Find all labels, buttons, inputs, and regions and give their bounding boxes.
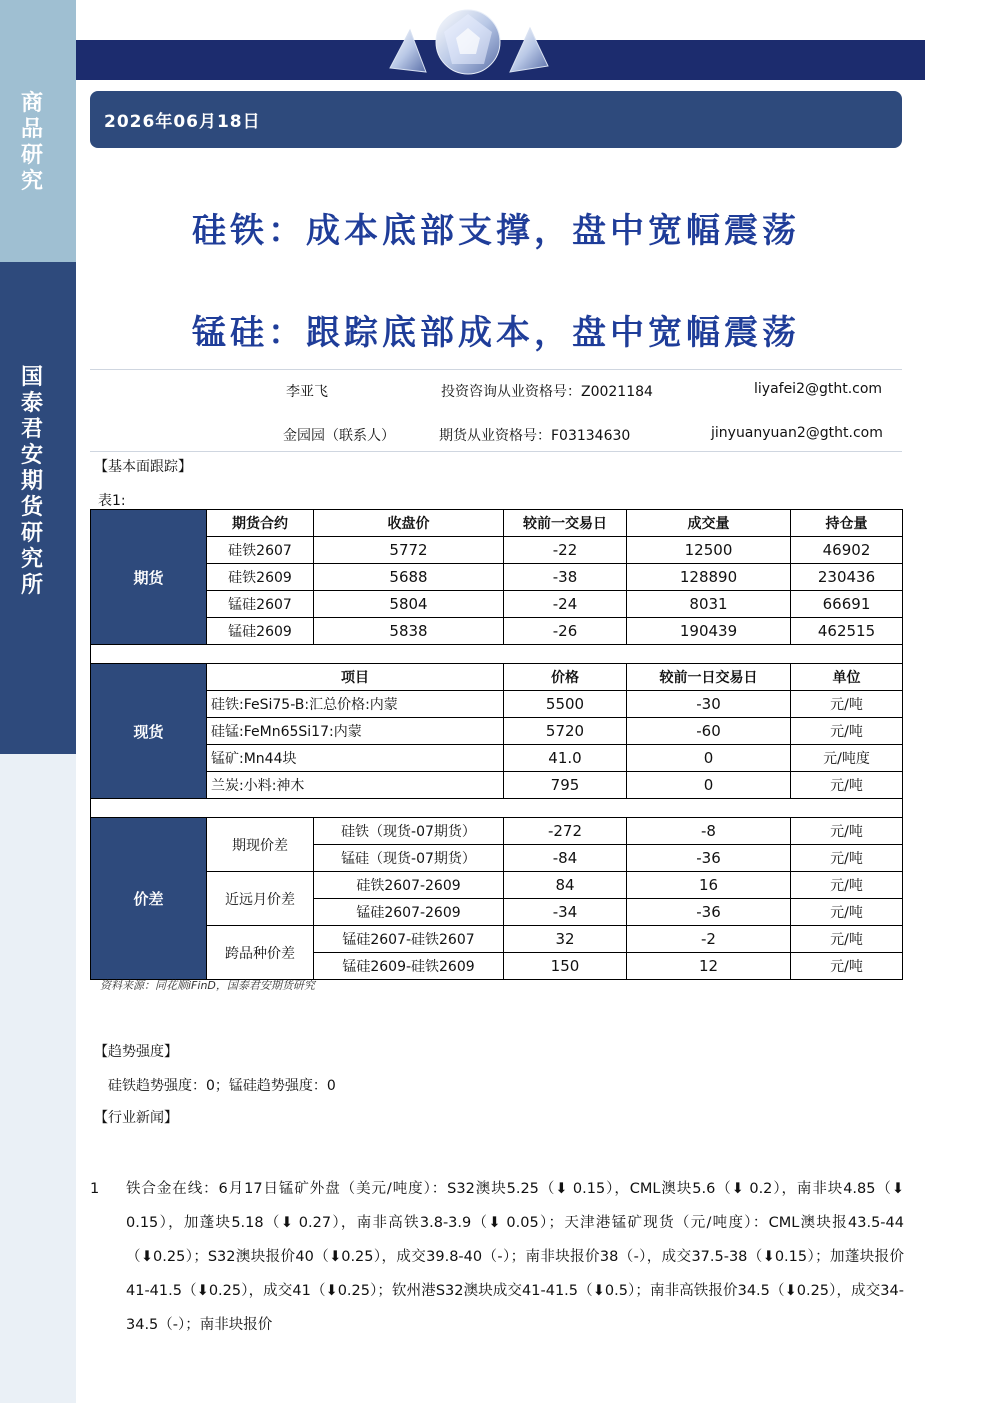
category-spot: 现货 <box>91 664 207 799</box>
table-cell: 462515 <box>791 618 903 645</box>
table-cell: -36 <box>627 845 791 872</box>
table-cell: 硅铁2607-2609 <box>314 872 504 899</box>
table-row <box>91 664 903 691</box>
table-row <box>91 772 903 799</box>
title-ferrosilicon: 硅铁：成本底部支撑，盘中宽幅震荡 <box>192 211 800 251</box>
table-cell: 0 <box>627 745 791 772</box>
table-cell: -22 <box>504 537 627 564</box>
table-spacer <box>91 645 903 664</box>
table-cell: 0 <box>627 772 791 799</box>
date-banner <box>90 91 902 148</box>
table-cell: 锰硅2607-2609 <box>314 899 504 926</box>
table-header: 较前一日交易日 <box>627 664 791 691</box>
table-cell: 元/吨 <box>791 926 903 953</box>
table-header: 单位 <box>791 664 903 691</box>
table-cell: -38 <box>504 564 627 591</box>
table-row <box>91 537 903 564</box>
table-cell: 795 <box>504 772 627 799</box>
table-cell: -2 <box>627 926 791 953</box>
table-cell: 5720 <box>504 718 627 745</box>
table-cell: 锰矿:Mn44块 <box>207 745 504 772</box>
news-number: 1 <box>90 1181 100 1197</box>
table-header: 价格 <box>504 664 627 691</box>
section-trend: 【趋势强度】 <box>94 1044 178 1060</box>
table-cell: 66691 <box>791 591 903 618</box>
table-cell: -84 <box>504 845 627 872</box>
table-header: 持仓量 <box>791 510 903 537</box>
news-item: 铁合金在线：6月17日锰矿外盘（美元/吨度）：S32澳块5.25（⬇ 0.15），CML澳块5.6（⬇ 0.2），南非块4.85（⬇ 0.15），加蓬块5.18（⬇ 0.27），南非高铁3.8-3.9（⬇ 0.05）；天津港锰矿现货（元/吨度）：CML澳块报43.5-44（⬇0.25）；S32澳块报价40（⬇0.25），成交39.8-40（-）；南非块报价38（-），成交37.5-38（⬇0.15）；加蓬块报价41-41.5（⬇0.25），成交41（⬇0.25）；钦州港S32澳块成交41-41.5（⬇0.5）；南非高铁报价34.5（⬇0.25），成交34-34.5（-）；南非块报价 <box>126 1181 904 1333</box>
source-note: 资料来源：同花顺iFinD，国泰君安期货研究 <box>100 979 315 992</box>
table-cell: 12 <box>627 953 791 980</box>
contact-email[interactable]: jinyuanyuan2@gtht.com <box>711 425 883 441</box>
table-cell: 硅铁2609 <box>207 564 314 591</box>
table-row <box>91 691 903 718</box>
table-cell: 128890 <box>627 564 791 591</box>
report-date: 2026年06月18日 <box>104 112 261 132</box>
table-cell: 32 <box>504 926 627 953</box>
table-cell: 锰硅2607 <box>207 591 314 618</box>
table-spacer <box>91 799 903 818</box>
table-cell: 锰硅2609-硅铁2609 <box>314 953 504 980</box>
table-cell: 5688 <box>314 564 504 591</box>
table-row <box>91 564 903 591</box>
table-cell: 锰硅（现货-07期货） <box>314 845 504 872</box>
table-cell: 5500 <box>504 691 627 718</box>
table-cell: 12500 <box>627 537 791 564</box>
table-cell: 46902 <box>791 537 903 564</box>
spread-group-label: 近远月价差 <box>207 872 314 926</box>
table-caption: 表1: <box>98 493 126 509</box>
contact-license: 期货从业资格号：F03134630 <box>439 428 631 444</box>
diamond-logo-icon <box>380 8 560 80</box>
table-cell: 元/吨 <box>791 691 903 718</box>
table-row <box>91 872 903 899</box>
table-cell: -24 <box>504 591 627 618</box>
table-cell: 16 <box>627 872 791 899</box>
table-cell: 8031 <box>627 591 791 618</box>
section-fundamental: 【基本面跟踪】 <box>94 459 192 475</box>
table-cell: 元/吨度 <box>791 745 903 772</box>
divider <box>90 369 902 370</box>
table-row <box>91 510 903 537</box>
table-cell: -34 <box>504 899 627 926</box>
table-cell: 5772 <box>314 537 504 564</box>
table-cell: -8 <box>627 818 791 845</box>
table-cell: 兰炭:小料:神木 <box>207 772 504 799</box>
table-cell: 84 <box>504 872 627 899</box>
category-futures: 期货 <box>91 510 207 645</box>
table-cell: 元/吨 <box>791 899 903 926</box>
table-header: 项目 <box>207 664 504 691</box>
sidebar-bottom <box>0 754 76 1403</box>
divider <box>90 451 902 452</box>
spread-group-label: 期现价差 <box>207 818 314 872</box>
table-header: 收盘价 <box>314 510 504 537</box>
table-header: 期货合约 <box>207 510 314 537</box>
spread-group-label: 跨品种价差 <box>207 926 314 980</box>
table-header: 较前一交易日 <box>504 510 627 537</box>
table-row <box>91 718 903 745</box>
table-cell: 5804 <box>314 591 504 618</box>
sidebar-section-label: 商品研究 <box>20 90 43 194</box>
table-cell: 锰硅2607-硅铁2607 <box>314 926 504 953</box>
table-cell: -272 <box>504 818 627 845</box>
section-news: 【行业新闻】 <box>94 1110 178 1126</box>
author-license: 投资咨询从业资格号：Z0021184 <box>441 384 653 400</box>
trend-strength: 硅铁趋势强度：0；锰硅趋势强度：0 <box>108 1078 336 1094</box>
table-cell: 230436 <box>791 564 903 591</box>
table-cell: 5838 <box>314 618 504 645</box>
contact-name: 金园园（联系人） <box>283 428 395 444</box>
table-row <box>91 926 903 953</box>
table-cell: 150 <box>504 953 627 980</box>
table-cell: 锰硅2609 <box>207 618 314 645</box>
table-cell: 硅铁2607 <box>207 537 314 564</box>
table-header: 成交量 <box>627 510 791 537</box>
data-table <box>90 509 903 980</box>
table-cell: -60 <box>627 718 791 745</box>
table-row <box>91 745 903 772</box>
author-name: 李亚飞 <box>286 384 328 400</box>
table-cell: 硅铁:FeSi75-B:汇总价格:内蒙 <box>207 691 504 718</box>
author-email[interactable]: liyafei2@gtht.com <box>754 381 883 397</box>
table-cell: -30 <box>627 691 791 718</box>
table-row <box>91 591 903 618</box>
table-cell: 元/吨 <box>791 718 903 745</box>
category-spread: 价差 <box>91 818 207 980</box>
table-cell: 硅铁（现货-07期货） <box>314 818 504 845</box>
table-cell: 190439 <box>627 618 791 645</box>
table-cell: 41.0 <box>504 745 627 772</box>
table-cell: 硅锰:FeMn65Si17:内蒙 <box>207 718 504 745</box>
table-cell: -36 <box>627 899 791 926</box>
sidebar-org-label: 国泰君安期货研究所 <box>20 364 43 598</box>
table-cell: 元/吨 <box>791 818 903 845</box>
table-row <box>91 818 903 845</box>
table-cell: -26 <box>504 618 627 645</box>
table-cell: 元/吨 <box>791 953 903 980</box>
table-cell: 元/吨 <box>791 772 903 799</box>
table-row <box>91 618 903 645</box>
table-cell: 元/吨 <box>791 872 903 899</box>
table-cell: 元/吨 <box>791 845 903 872</box>
title-silicomanganese: 锰硅：跟踪底部成本，盘中宽幅震荡 <box>192 313 800 353</box>
